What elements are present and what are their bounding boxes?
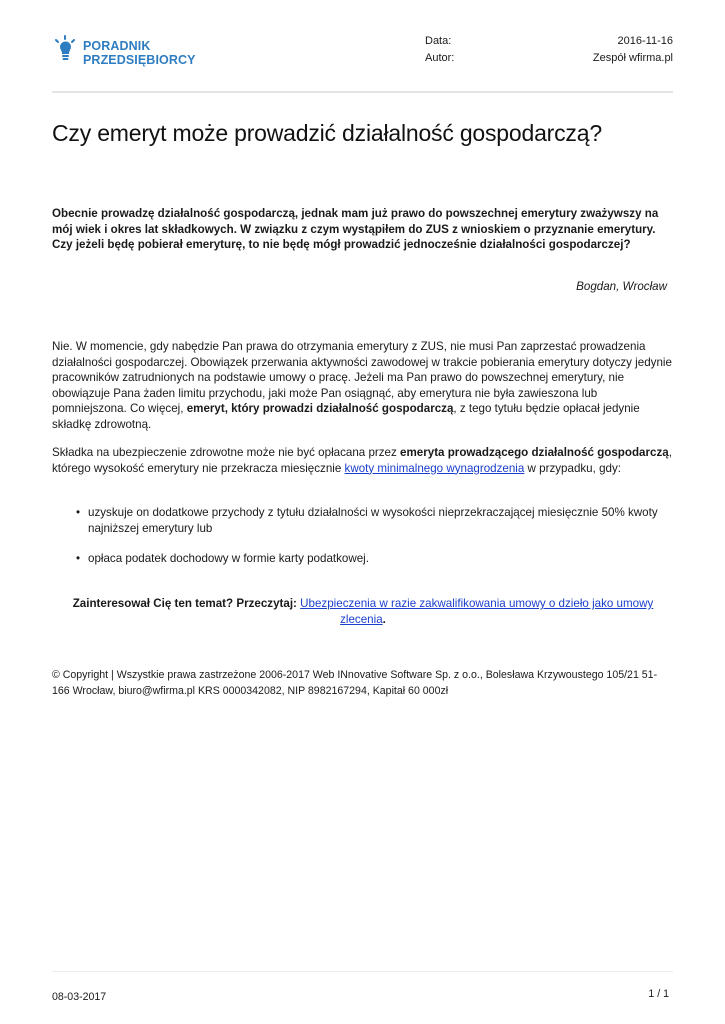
logo-line-1: PORADNIK bbox=[83, 39, 151, 53]
author-label: Autor: bbox=[425, 52, 455, 64]
date-value: 2016-11-16 bbox=[617, 35, 673, 47]
p1-text-2: , z tego tytułu będzie opłacał jedynie składkę zdrowotną. bbox=[52, 402, 640, 431]
read-more bbox=[52, 596, 674, 627]
logo bbox=[53, 34, 213, 74]
p1-bold: emeryt, który prowadzi działalność gospodarczą bbox=[186, 402, 454, 415]
read-more-label: Zainteresował Cię ten temat? Przeczytaj: bbox=[72, 597, 297, 610]
reader-question: Obecnie prowadzę działalność gospodarczą, jednak mam już prawo do powszechnej emerytury zważywszy na mój wiek i okres lat składkowych. W związku z czym wystąpiłem do ZUS z wnioskiem o przyznanie emerytury. Czy jeżeli będę pobierał emeryturę, to nie będę mógł prowadzić jednocześnie działalności gospodarczej? bbox=[52, 207, 659, 251]
list-item: • opłaca podatek dochodowy w formie karty podatkowej. bbox=[76, 551, 666, 567]
p2-text-1: Składka na ubezpieczenie zdrowotne może nie być opłacana przez bbox=[52, 446, 401, 459]
read-more-end: . bbox=[382, 612, 386, 626]
logo-text bbox=[83, 39, 196, 67]
question-author: Bogdan, Wrocław bbox=[576, 280, 667, 293]
p2-text-2: , którego wysokość emerytury nie przekracza miesięcznie bbox=[52, 446, 672, 475]
copyright-notice: © Copyright | Wszystkie prawa zastrzeżone 2006-2017 Web INnovative Software Sp. z o.o., Bolesława Krzywoustego 105/21 51-166 Wrocław, biuro@wfirma.pl KRS 0000342082, NIP 8982167294, Kapitał 60 000zł bbox=[52, 669, 658, 697]
lightbulb-icon bbox=[53, 34, 79, 68]
list-item: • uzyskuje on dodatkowe przychody z tytułu działalności w wysokości nieprzekraczającej miesięcznie 50% kwoty najniższej emerytury lub bbox=[76, 505, 666, 536]
header-divider bbox=[52, 91, 673, 93]
conditions-list bbox=[76, 505, 666, 567]
p2-bold: emeryta prowadzącego działalność gospodarczą bbox=[400, 446, 669, 459]
article-title: Czy emeryt może prowadzić działalność gospodarczą? bbox=[52, 120, 602, 146]
logo-line-2: PRZEDSIĘBIORCY bbox=[83, 53, 196, 67]
meta-values bbox=[593, 33, 673, 67]
footer-date: 08-03-2017 bbox=[52, 991, 107, 1003]
page-number: 1 / 1 bbox=[648, 988, 669, 1000]
answer-paragraph-1 bbox=[52, 339, 674, 432]
p1-text-1: Nie. W momencie, gdy nabędzie Pan prawa do otrzymania emerytury z ZUS, nie musi Pan zaprzestać prowadzenia działalności gospodarczej. Obowiązek przerwania aktywności zawodowej w trakcie pobierania emerytury dotyczy jedynie pracowników zatrudnionych na podstawie umowy o pracę. Jeżeli ma Pan prawo do powszechnej emerytury, nie obowiązuje Pana żaden limitu przychodu, jaki może Pan osiągnąć, aby emerytura nie była zawieszona lub pomniejszona. Co więcej, bbox=[52, 340, 672, 415]
related-article-link[interactable]: Ubezpieczenia w razie zakwalifikowania umowy o dzieło jako umowy zlecenia bbox=[300, 597, 654, 626]
meta-labels bbox=[425, 33, 454, 67]
date-label: Data: bbox=[425, 35, 452, 47]
minimum-wage-link[interactable]: kwoty minimalnego wynagrodzenia bbox=[344, 461, 525, 475]
p2-text-3: w przypadku, gdy: bbox=[524, 461, 621, 475]
answer-paragraph-2 bbox=[52, 445, 674, 476]
author-value: Zespół wfirma.pl bbox=[592, 52, 673, 64]
footer-divider bbox=[52, 971, 673, 972]
